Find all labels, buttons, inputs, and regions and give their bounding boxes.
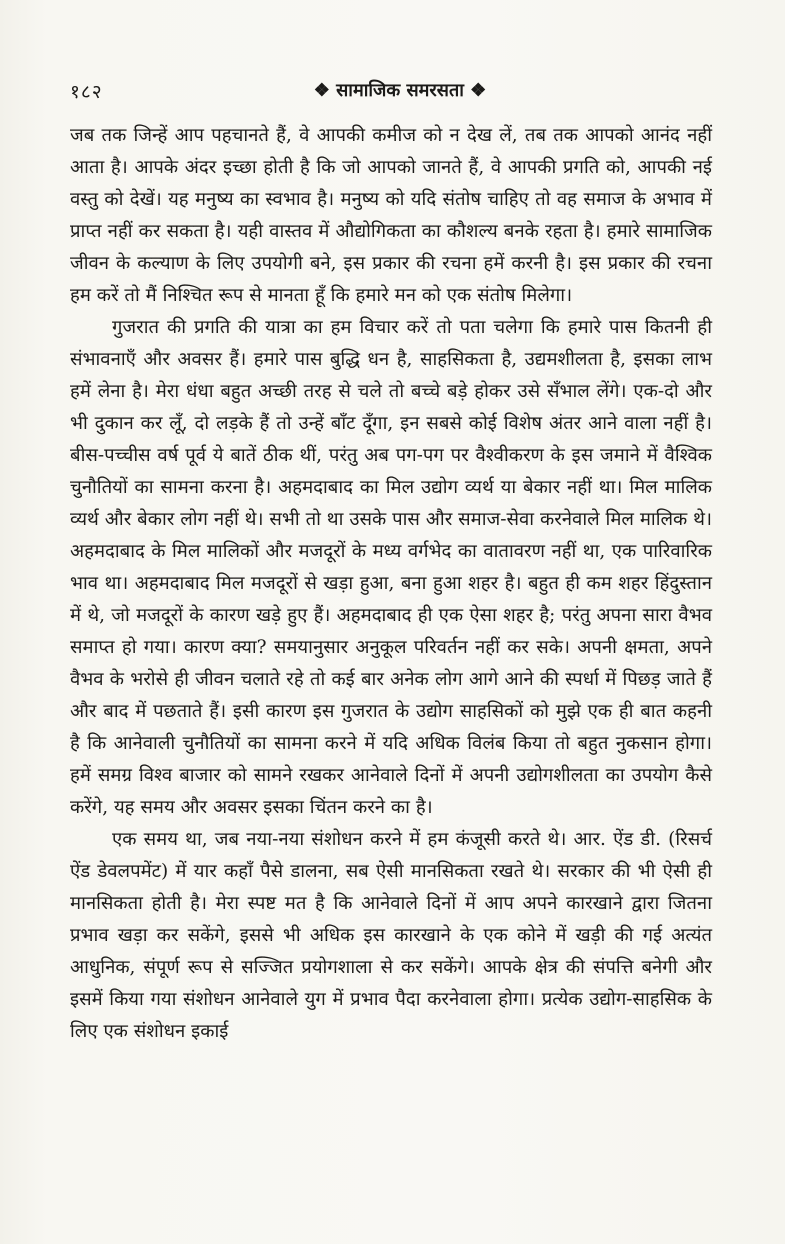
body-text bbox=[70, 120, 712, 1048]
paragraph-2: गुजरात की प्रगति की यात्रा का हम विचार करें तो पता चलेगा कि हमारे पास कितनी ही संभावनाएँ और अवसर हैं। हमारे पास बुद्धि धन है, साहसिकता है, उद्यमशीलता है, इसका लाभ हमें लेना है। मेरा धंधा बहुत अच्छी तरह से चले तो बच्चे बड़े होकर उसे सँभाल लेंगे। एक-दो और भी दुकान कर लूँ, दो लड़के हैं तो उन्हें बाँट दूँगा, इन सबसे कोई विशेष अंतर आने वाला नहीं है। बीस-पच्चीस वर्ष पूर्व ये बातें ठीक थीं, परंतु अब पग-पग पर वैश्वीकरण के इस जमाने में वैश्विक चुनौतियों का सामना करना है। अहमदाबाद का मिल उद्योग व्यर्थ या बेकार नहीं था। मिल मालिक व्यर्थ और बेकार लोग नहीं थे। सभी तो था उसके पास और समाज-सेवा करनेवाले मिल मालिक थे। अहमदाबाद के मिल मालिकों और मजदूरों के मध्य वर्गभेद का वातावरण नहीं था, एक पारिवारिक भाव था। अहमदाबाद मिल मजदूरों से खड़ा हुआ, बना हुआ शहर है। बहुत ही कम शहर हिंदुस्तान में थे, जो मजदूरों के कारण खड़े हुए हैं। अहमदाबाद ही एक ऐसा शहर है; परंतु अपना सारा वैभव समाप्त हो गया। कारण क्या? समयानुसार अनुकूल परिवर्तन नहीं कर सके। अपनी क्षमता, अपने वैभव के भरोसे ही जीवन चलाते रहे तो कई बार अनेक लोग आगे आने की स्पर्धा में पिछड़ जाते हैं और बाद में पछताते हैं। इसी कारण इस गुजरात के उद्योग साहसिकों को मुझे एक ही बात कहनी है कि आनेवाली चुनौतियों का सामना करने में यदि अधिक विलंब किया तो बहुत नुकसान होगा। हमें समग्र विश्व बाजार को सामने रखकर आनेवाले दिनों में अपनी उद्योगशीलता का उपयोग कैसे करेंगे, यह समय और अवसर इसका चिंतन करने का है। bbox=[70, 317, 712, 818]
paragraph-1: जब तक जिन्हें आप पहचानते हैं, वे आपकी कमीज को न देख लें, तब तक आपको आनंद नहीं आता है। आपके अंदर इच्छा होती है कि जो आपको जानते हैं, वे आपकी प्रगति को, आपकी नई वस्तु को देखें। यह मनुष्य का स्वभाव है। मनुष्य को यदि संतोष चाहिए तो वह समाज के अभाव में प्राप्त नहीं कर सकता है। यही वास्तव में औद्योगिकता का कौशल्य बनके रहता है। हमारे सामाजिक जीवन के कल्याण के लिए उपयोगी बने, इस प्रकार की रचना हमें करनी है। इस प्रकार की रचना हम करें तो मैं निश्चित रूप से मानता हूँ कि हमारे मन को एक संतोष मिलेगा। bbox=[70, 125, 712, 306]
running-title: ❖ सामाजिक समरसता ❖ bbox=[313, 80, 487, 101]
page-number: १८२ bbox=[70, 81, 103, 103]
page-header bbox=[70, 78, 730, 108]
paragraph-3: एक समय था, जब नया-नया संशोधन करने में हम कंजूसी करते थे। आर. ऐंड डी. (रिसर्च ऐंड डेवलपमेंट) में यार कहाँ पैसे डालना, सब ऐसी मानसिकता रखते थे। सरकार की भी ऐसी ही मानसिकता होती है। मेरा स्पष्ट मत है कि आनेवाले दिनों में आप अपने कारखाने द्वारा जितना प्रभाव खड़ा कर सकेंगे, इससे भी अधिक इस कारखाने के एक कोने में खड़ी की गई अत्यंत आधुनिक, संपूर्ण रूप से सज्जित प्रयोगशाला से कर सकेंगे। आपके क्षेत्र की संपत्ति बनेगी और इसमें किया गया संशोधन आनेवाले युग में प्रभाव पैदा करनेवाला होगा। प्रत्येक उद्योग-साहसिक के लिए एक संशोधन इकाई bbox=[70, 829, 712, 1042]
